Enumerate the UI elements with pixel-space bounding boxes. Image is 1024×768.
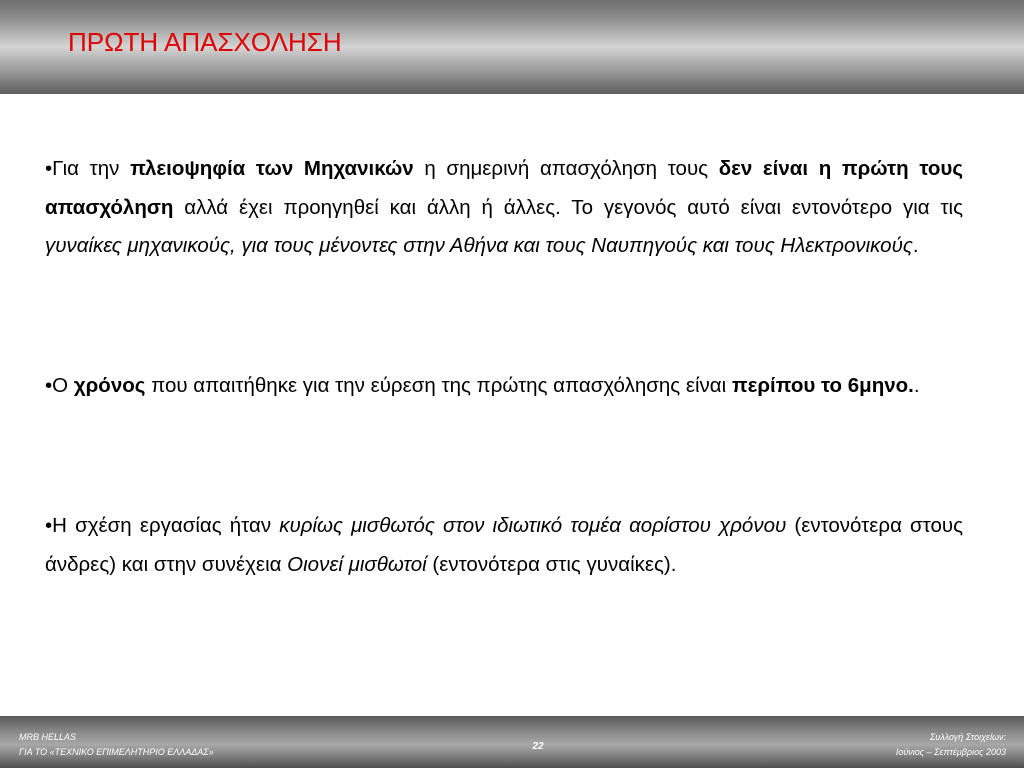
bullet-3-italic-2: Οιονεί μισθωτοί	[287, 552, 427, 576]
bullet-1-bold-2: δεν είναι η πρώτη τους απασχόληση	[45, 157, 964, 219]
bullet-2-text-3: .	[913, 374, 920, 397]
bullet-2-text-1: •Ο	[45, 374, 74, 397]
header-bar	[0, 0, 1024, 94]
page-number: 22	[532, 741, 544, 752]
footer-collection-label: Συλλογή Στοιχείων:	[929, 732, 1006, 742]
bullet-3-text-3: (εντονότερα στις γυναίκες).	[426, 552, 677, 576]
footer-collection-period: Ιούνιος – Σεπτέμβριος 2003	[895, 747, 1006, 757]
bullet-paragraph-1	[45, 150, 963, 266]
bullet-1-italic-1: γυναίκες μηχανικούς, για τους μένοντες στην Αθήνα και τους Ναυπηγούς και τους Ηλεκτρονικούς	[45, 234, 913, 258]
footer-bar	[0, 716, 1024, 768]
footer-company-name: MRB HELLAS	[19, 732, 77, 742]
bullet-2-bold-2: περίπου το 6μηνο.	[731, 374, 914, 397]
footer-data-collection	[896, 730, 1006, 760]
bullet-3-text-2: (εντονότερα στους άνδρες) και στην συνέχεια	[45, 514, 963, 576]
bullet-paragraph-2	[45, 367, 963, 406]
bullet-3-italic-1: κυρίως μισθωτός στον ιδιωτικό τομέα αορίστου χρόνου	[279, 514, 787, 537]
bullet-2-text-2: που απαιτήθηκε για την εύρεση της πρώτης απασχόλησης είναι	[145, 374, 732, 397]
footer-company	[19, 730, 214, 760]
bullet-1-text-2: η σημερινή απασχόληση τους	[413, 157, 719, 180]
bullet-1-text-4: .	[912, 234, 919, 258]
bullet-2-bold-1: χρόνος	[73, 374, 146, 397]
bullet-3-text-1: •Η σχέση εργασίας ήταν	[45, 514, 280, 537]
bullet-1-text-3: αλλά έχει προηγηθεί και άλλη ή άλλες. Το γεγονός αυτό είναι εντονότερο για τις	[173, 195, 963, 219]
bullet-1-bold-1: πλειοψηφία των Μηχανικών	[130, 157, 414, 180]
footer-client-name: ΓΙΑ ΤΟ «ΤΕΧΝΙΚΟ ΕΠΙΜΕΛΗΤΗΡΙΟ ΕΛΛΑΔΑΣ»	[19, 747, 214, 757]
bullet-1-text-1: •Για την	[45, 157, 131, 180]
bullet-paragraph-3	[45, 507, 963, 584]
slide-title: ΠΡΩΤΗ ΑΠΑΣΧΟΛΗΣΗ	[68, 27, 342, 57]
